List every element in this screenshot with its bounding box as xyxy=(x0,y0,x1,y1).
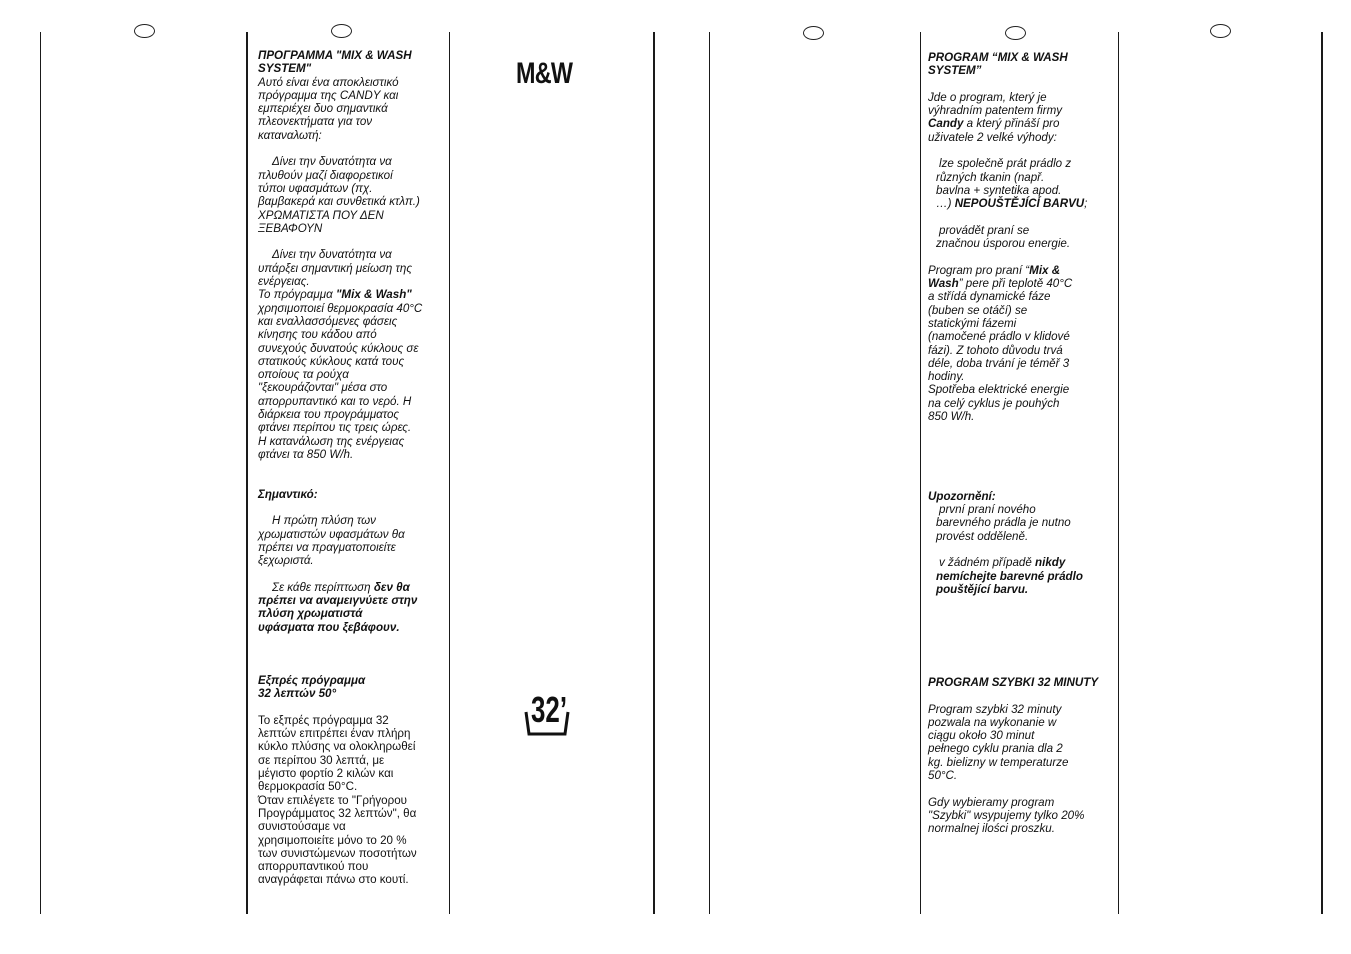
language-badge xyxy=(1210,24,1231,38)
czech-column-left-line xyxy=(920,32,921,914)
greek-intro: Αυτό είναι ένα αποκλειστικό πρόγραμμα της CANDY και εμπεριέχει δυο σημαντικά πλεονεκτήματα για τον καταναλωτή: xyxy=(258,75,399,142)
greek-bullet-2: Δίνει την δυνατότητα να υπάρξει σημαντική μείωση της ενέργειας. xyxy=(258,248,412,289)
greek-bullet-1: Δίνει την δυνατότητα να πλυθούν μαζί διαφορετικοί τύποι υφασμάτων (πχ. βαμβακερά και συνθετικά κτλπ.) ΧΡΩΜΑΤΙΣΤΑ ΠΟΥ ΔΕΝ ΞΕΒΑΦΟΥΝ xyxy=(258,155,420,235)
language-badge xyxy=(803,26,824,40)
greek-column xyxy=(258,49,422,887)
czech-warning-2: v žádném případě nikdy nemíchejte barevné prádlo pouštějící barvu. xyxy=(936,556,1083,596)
czech-bullet-2: provádět praní se značnou úsporou energie. xyxy=(936,223,1071,251)
polish-heading: PROGRAM SZYBKI 32 MINUTY xyxy=(928,676,1099,689)
greek-heading: ΠΡΟΓΡΑΜΜΑ "MIX & WASH SYSTEM" xyxy=(258,49,412,76)
right-page-left-line xyxy=(709,32,710,914)
greek-column-left-line xyxy=(246,32,248,914)
czech-warning-1: první praní nového barevného prádla je nutno provést odděleně. xyxy=(936,503,1071,543)
washtub-icon xyxy=(523,688,573,736)
left-margin-line xyxy=(40,32,41,914)
czech-column-right-line xyxy=(1118,32,1119,914)
greek-important-1: Η πρώτη πλύση των χρωματιστών υφασμάτων θα πρέπει να πραγματοποιείτε ξεχωριστά. xyxy=(258,514,405,568)
language-badge xyxy=(134,24,155,38)
quick-32-label: 32’ xyxy=(531,689,568,731)
greek-express-text: Το εξπρές πρόγραμμα 32 λεπτών επιτρέπει έναν πλήρη κύκλο πλύσης να ολοκληρωθεί σε περίπου 30 λεπτά, με μέγιστο φορτίο 2 κιλών και θερμοκρασία 50°C. Όταν επιλέγετε το "Γρήγορου Προγράμματος 32 λεπτών", θα συνιστούσαμε να χρησιμοποιείτε μόνο το 20 % των συνιστώμενων ποσοτήτων απορρυπαντικού που αναγράφεται πάνω στο κουτί. xyxy=(258,713,417,887)
czech-warning-label: Upozornění: xyxy=(928,489,996,503)
greek-important-2: Σε κάθε περίπτωση δεν θα πρέπει να αναμειγνύετε στην πλύση χρωματιστά υφάσματα που ξεβάφουν. xyxy=(258,580,418,634)
mix-wash-icon: M&W xyxy=(516,57,573,90)
czech-intro: Jde o program, který je výhradním patentem firmy Candy a který přináší pro uživatele 2 velké výhody: xyxy=(928,90,1063,144)
czech-column xyxy=(928,51,1087,596)
page-fold-line xyxy=(653,32,655,914)
greek-column-right-line xyxy=(449,32,450,914)
czech-program-description: Program pro praní “Mix & Wash” pere při teplotě 40°C a střídá dynamické fáze (buben se otáčí) se statickými fázemi (namočené prádlo v klidové fázi). Z tohoto důvodu trvá déle, doba trvání je téměř 3 hodiny. Spotřeba elektrické energie na celý cyklus je pouhých 850 W/h. xyxy=(928,263,1073,424)
right-margin-line xyxy=(1321,32,1323,914)
greek-important-label: Σημαντικό: xyxy=(258,487,318,501)
quick-32-icon xyxy=(523,688,573,736)
greek-express-heading: Εξπρές πρόγραμμα 32 λεπτών 50° xyxy=(258,673,366,701)
language-badge xyxy=(331,24,352,38)
language-badge xyxy=(1005,26,1026,40)
greek-program-description: Το πρόγραμμα "Mix & Wash" χρησιμοποιεί θερμοκρασία 40°C και εναλλασσόμενες φάσεις κίνησης του κάδου από συνεχούς δυνατούς κύκλους σε στατικούς κύκλους κατά τους οποίους τα ρούχα "ξεκουράζονται" μέσα στο απορρυπαντικό και το νερό. Η διάρκεια του προγράμματος φτάνει περίπου τις τρεις ώρες. Η κατανάλωση της ενέργειας φτάνει τα 850 W/h. xyxy=(258,288,423,461)
polish-section xyxy=(928,676,1098,836)
czech-bullet-1: lze společně prát prádlo z různých tkanin (např. bavlna + syntetika apod. …) NEPOUŠTĚJÍCÍ BARVU; xyxy=(936,157,1088,211)
polish-text-2: Gdy wybieramy program "Szybki" wsypujemy tylko 20% normalnej ilości proszku. xyxy=(928,795,1085,836)
polish-text-1: Program szybki 32 minuty pozwala na wykonanie w ciągu około 30 minut pełnego cyklu prania dla 2 kg. bielizny w temperaturze 50°C. xyxy=(928,702,1069,783)
czech-heading: PROGRAM “MIX & WASH SYSTEM” xyxy=(928,51,1068,78)
